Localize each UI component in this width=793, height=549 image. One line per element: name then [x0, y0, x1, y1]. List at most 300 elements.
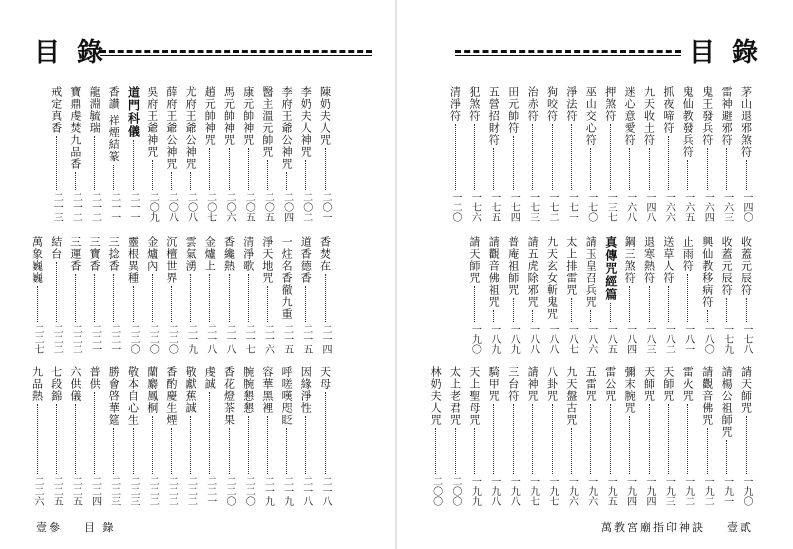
toc-entry-title: 騎甲咒 — [487, 366, 501, 402]
toc-entry — [700, 236, 714, 354]
leader-dots — [113, 428, 114, 474]
toc-entry — [739, 236, 753, 354]
toc-entry-title: 五營招財符 — [487, 86, 501, 146]
leader-dots — [571, 124, 572, 190]
toc-entry-title: 請觀音佛咒 — [700, 366, 714, 426]
toc-entry — [30, 236, 44, 354]
toc-entry-title: 萬象巍巍 — [30, 236, 44, 284]
toc-page-number: 二二二 — [70, 324, 82, 354]
toc-page-number: 二二〇 — [224, 476, 235, 506]
toc-entry — [661, 366, 675, 506]
leader-dots — [94, 136, 95, 190]
toc-entry — [30, 366, 44, 506]
leader-dots — [152, 416, 153, 474]
leader-dots — [37, 404, 38, 474]
toc-entry — [506, 86, 520, 222]
toc-entry-title: 止雨符 — [681, 236, 695, 272]
leader-dots — [707, 428, 708, 474]
leader-dots — [474, 124, 475, 190]
leader-dots — [474, 286, 475, 322]
toc-page-number: 二一五 — [281, 324, 293, 354]
toc-entry — [260, 86, 274, 222]
toc-page-number: 二〇四 — [281, 192, 293, 222]
toc-entry-title: 敬本自心生 — [126, 366, 140, 426]
toc-entry — [739, 366, 753, 506]
leader-dots — [513, 298, 514, 322]
toc-entry-title: 七段錦 — [49, 366, 63, 402]
toc-entry — [164, 366, 178, 506]
toc-entry-title: 薛府王爺公神咒 — [164, 86, 178, 170]
toc-entry — [720, 366, 734, 506]
toc-page-number: 一八〇 — [702, 324, 714, 354]
leader-dots — [455, 124, 456, 190]
toc-page-number: 一八六 — [585, 324, 597, 354]
leader-dots — [532, 310, 533, 322]
toc-page-number: 二一四 — [320, 324, 331, 354]
toc-entry-title: 雲氣湧 — [184, 236, 198, 272]
toc-entry-title: 馬元帥神咒 — [222, 86, 236, 146]
toc-entry — [681, 236, 695, 354]
toc-page-number: 一九二 — [702, 476, 714, 506]
toc-page-number: 一六三 — [721, 192, 733, 222]
right-book-title: 萬教宮廟指印神訣 — [601, 521, 705, 534]
toc-page-number: 一七二 — [547, 192, 558, 222]
toc-page-number: 二一八 — [300, 476, 312, 506]
toc-entry-title: 迷心意愛符 — [623, 86, 637, 146]
toc-page-number: 二〇一 — [320, 192, 331, 222]
leader-dots — [668, 136, 669, 190]
toc-entry — [526, 86, 540, 222]
toc-page-number: 一七八 — [741, 324, 752, 354]
right-page-title: 目 錄 — [689, 38, 763, 68]
toc-page-number: 一四〇 — [741, 192, 752, 222]
leader-dots — [590, 310, 591, 322]
toc-page-number: 二二二 — [185, 476, 197, 506]
toc-entry-title: 勝會啓華筵 — [107, 366, 121, 426]
leader-dots — [248, 416, 249, 474]
toc-page-number: 一八七 — [566, 324, 578, 354]
leader-dots — [668, 286, 669, 322]
toc-page-number: 二一九 — [262, 476, 274, 506]
toc-page-number: 二二一 — [89, 324, 101, 354]
toc-entry-title: 林奶夫人咒 — [429, 366, 443, 426]
toc-entry-title: 香焚在 — [318, 236, 332, 272]
toc-page-number: 二二四 — [89, 476, 101, 506]
toc-page-number: 一七三 — [527, 192, 539, 222]
toc-entry — [280, 366, 294, 506]
toc-page-number: 一四八 — [644, 192, 655, 222]
leader-dots — [209, 392, 210, 474]
leader-dots — [325, 392, 326, 474]
toc-entry-title: 抓夜啼符 — [661, 86, 675, 134]
toc-page-number: 二一二 — [70, 192, 82, 222]
leader-dots — [726, 440, 727, 474]
toc-entry-title: 天上聖母咒 — [467, 366, 481, 426]
toc-entry — [164, 86, 178, 222]
toc-entry — [126, 86, 140, 222]
toc-page-number: 一九八 — [508, 476, 520, 506]
leader-dots — [171, 172, 172, 190]
leader-dots — [133, 428, 134, 474]
left-footer — [36, 519, 116, 535]
leader-dots — [229, 274, 230, 322]
leader-dots — [56, 404, 57, 474]
toc-page-number: 二二三 — [108, 476, 120, 506]
right-page — [397, 0, 793, 549]
toc-entry — [448, 366, 462, 506]
toc-entry-title: 香酌慶生煙 — [164, 366, 178, 426]
leader-dots — [248, 148, 249, 190]
toc-entry — [68, 366, 82, 506]
toc-entry — [68, 236, 82, 354]
leader-dots — [707, 148, 708, 190]
toc-entry-title: 興仙教移病符 — [700, 236, 714, 308]
toc-page-number: 一七六 — [469, 192, 481, 222]
toc-page-number: 一八九 — [488, 324, 500, 354]
leader-dots — [190, 274, 191, 322]
toc-page-number: 一九一 — [721, 476, 733, 506]
toc-page-number: 二一九 — [185, 324, 197, 354]
toc-page-number: 二一五 — [300, 324, 312, 354]
toc-entry-title: 香纔熱 — [222, 236, 236, 272]
toc-entry-title: 普供 — [88, 366, 102, 390]
toc-page-number: 二二二 — [147, 476, 159, 506]
toc-entry-title: 康元帥神咒 — [241, 86, 255, 146]
toc-entry — [222, 86, 236, 222]
toc-page-number: 一七〇 — [585, 192, 597, 222]
left-page-number: 壹參 — [36, 521, 62, 534]
toc-entry-title: 九品熱 — [30, 366, 44, 402]
toc-entry — [642, 366, 656, 506]
leader-dots — [726, 148, 727, 190]
leader-dots — [75, 172, 76, 190]
toc-entry — [49, 236, 63, 354]
toc-page-number: 一九三 — [663, 476, 675, 506]
toc-page-number: 二一八 — [320, 476, 331, 506]
toc-entry-title: 尤府王爺公神咒 — [184, 86, 198, 170]
leader-dots — [629, 416, 630, 474]
toc-entry — [623, 86, 637, 222]
toc-entry-title: 茅山退邪煞符 — [739, 86, 753, 158]
left-page — [0, 0, 396, 549]
toc-entry-title: 三捻香 — [107, 236, 121, 272]
toc-entry — [145, 86, 159, 222]
leader-dots — [726, 298, 727, 322]
toc-page-number: 二二〇 — [128, 324, 139, 354]
leader-dots — [305, 160, 306, 190]
toc-entry — [642, 86, 656, 222]
toc-page-number: 一三七 — [605, 192, 617, 222]
toc-entry — [241, 366, 255, 506]
toc-entry-title: 因緣淨性 — [299, 366, 313, 414]
toc-page-number: 二二六 — [32, 476, 43, 506]
toc-entry-title: 寶鼎虔焚九品香 — [68, 86, 82, 170]
leader-dots — [209, 148, 210, 190]
leader-dots — [513, 404, 514, 474]
toc-entry — [222, 366, 236, 506]
toc-entry-title: 金爐上 — [203, 236, 217, 272]
leader-dots — [325, 274, 326, 322]
leader-dots — [229, 428, 230, 474]
leader-dots — [248, 274, 249, 322]
toc-entry — [700, 86, 714, 222]
toc-page-number: 一九五 — [605, 476, 617, 506]
toc-page-number: 二二三 — [128, 476, 139, 506]
toc-entry — [203, 366, 217, 506]
toc-entry-title: 五雷咒 — [584, 366, 598, 402]
toc-entry-title: 道門科儀 — [126, 86, 141, 138]
toc-entry — [603, 86, 617, 222]
toc-entry-title: 戒定真香 — [49, 86, 63, 134]
toc-entry-title: 狗咬符 — [545, 86, 559, 122]
toc-entry — [68, 86, 82, 222]
toc-entry — [739, 86, 753, 222]
toc-entry-title: 八卦咒 — [545, 366, 559, 402]
toc-entry — [487, 236, 501, 354]
leader-dots — [267, 286, 268, 322]
toc-page-number: 二二〇 — [243, 476, 255, 506]
leader-dots — [286, 428, 287, 474]
leader-dots — [286, 172, 287, 190]
toc-page-number: 一八二 — [663, 324, 675, 354]
toc-page-number: 二二〇 — [147, 324, 159, 354]
toc-entry — [467, 366, 481, 506]
toc-entry-title: 蘭麝鳳桐 — [145, 366, 159, 414]
toc-entry — [681, 86, 695, 222]
toc-entry — [603, 236, 617, 354]
toc-page-number: 二一九 — [281, 476, 293, 506]
toc-page-number: 一九四 — [624, 476, 636, 506]
toc-entry-title: 請五虎除邪咒 — [526, 236, 540, 308]
toc-page-number: 二〇八 — [166, 192, 178, 222]
toc-page-number: 二二五 — [51, 476, 63, 506]
leader-dots — [552, 124, 553, 190]
toc-entry-title: 犯煞符 — [467, 86, 481, 122]
leader-dots — [610, 124, 611, 190]
toc-entry-title: 天母 — [318, 366, 332, 390]
toc-entry — [299, 86, 313, 222]
toc-entry — [584, 86, 598, 222]
toc-page-number: 一九〇 — [469, 324, 481, 354]
leader-dots — [493, 148, 494, 190]
left-section-label: 目 錄 — [84, 521, 116, 534]
toc-entry-title: 請玉皇召兵咒 — [584, 236, 598, 308]
leader-dots — [435, 428, 436, 474]
title-rule-thin — [455, 55, 681, 56]
toc-entry — [260, 366, 274, 506]
leader-dots — [571, 428, 572, 474]
toc-entry-title: 九天收土符 — [642, 86, 656, 146]
leader-dots — [493, 310, 494, 322]
toc-entry — [299, 236, 313, 354]
toc-entry-title: 敬獻蕉誠 — [184, 366, 198, 414]
toc-entry-title: 請天師咒 — [467, 236, 481, 284]
leader-dots — [649, 286, 650, 322]
toc-entry-title: 李府王爺公神咒 — [280, 86, 294, 170]
toc-page-number: 一八四 — [624, 324, 636, 354]
toc-entry — [88, 86, 102, 222]
toc-entry — [564, 236, 578, 354]
toc-entry-title: 清淨符 — [448, 86, 462, 122]
toc-entry-title: 治赤符 — [526, 86, 540, 122]
leader-dots — [552, 404, 553, 474]
toc-entry — [184, 236, 198, 354]
leader-dots — [590, 148, 591, 190]
leader-dots — [190, 416, 191, 474]
leader-dots — [171, 428, 172, 474]
leader-dots — [113, 274, 114, 322]
leader-dots — [687, 274, 688, 322]
toc-entry-title: 陳奶夫人咒 — [318, 86, 332, 146]
right-footer — [601, 519, 753, 535]
leader-dots — [746, 416, 747, 474]
toc-page-number: 一九二 — [682, 476, 694, 506]
toc-page-number: 二一一 — [108, 192, 120, 222]
toc-entry-title: 三台符 — [506, 366, 520, 402]
leader-dots — [590, 404, 591, 474]
toc-page-number: 二一三 — [51, 192, 63, 222]
leader-dots — [305, 286, 306, 322]
toc-page-number: 二二二 — [166, 476, 178, 506]
toc-entry — [467, 86, 481, 222]
leader-dots — [746, 298, 747, 322]
title-rule — [455, 50, 681, 53]
leader-dots — [687, 404, 688, 474]
toc-entry-title: 巫山交心符 — [584, 86, 598, 146]
toc-page-number: 二〇七 — [204, 192, 216, 222]
toc-entry-title: 三運香 — [68, 236, 82, 272]
toc-entry — [564, 366, 578, 506]
toc-page-number: 二〇〇 — [450, 476, 461, 506]
leader-dots — [474, 428, 475, 474]
toc-entry — [203, 86, 217, 222]
toc-page-number: 一九九 — [469, 476, 481, 506]
toc-page-number: 一九六 — [566, 476, 578, 506]
toc-page-number: 一二〇 — [450, 192, 461, 222]
toc-entry-title: 香花燈茶果 — [222, 366, 236, 426]
toc-entry-title: 真傳咒經篇 — [603, 236, 618, 301]
toc-entry — [720, 86, 734, 222]
toc-entry — [107, 86, 121, 222]
toc-entry-title: 龍淵毓瑞 — [88, 86, 102, 134]
toc-entry-title: 淨法符 — [564, 86, 578, 122]
toc-entry-title: 雷神避邪符 — [720, 86, 734, 146]
leader-dots — [493, 404, 494, 474]
toc-entry — [700, 366, 714, 506]
toc-entry-title: 淨天地咒 — [260, 236, 274, 284]
leader-dots — [532, 124, 533, 190]
toc-page-number: 一八五 — [605, 324, 617, 354]
toc-page-number: 二一七 — [243, 324, 255, 354]
leader-dots — [649, 148, 650, 190]
toc-page-number: 一九七 — [547, 476, 558, 506]
toc-page-number: 二一八 — [204, 324, 216, 354]
toc-entry — [241, 236, 255, 354]
toc-entry-title: 太上排雷咒 — [564, 236, 578, 296]
toc-page-number: 二二一 — [204, 476, 216, 506]
toc-entry — [487, 366, 501, 506]
toc-entry-title: 李奶夫人神咒 — [299, 86, 313, 158]
toc-entry — [280, 86, 294, 222]
leader-dots — [133, 140, 134, 190]
toc-entry-title: 趙元帥神咒 — [203, 86, 217, 146]
toc-page-number: 一九七 — [527, 476, 539, 506]
toc-entry-title: 請觀音佛祖咒 — [487, 236, 501, 308]
toc-entry — [603, 366, 617, 506]
toc-entry-title: 彌末腕咒 — [623, 366, 637, 414]
toc-entry — [318, 86, 332, 222]
toc-entry-title: 收蓋元辰符 — [739, 236, 753, 296]
leader-dots — [455, 428, 456, 474]
toc-entry — [564, 86, 578, 222]
leader-dots — [75, 404, 76, 474]
leader-dots — [171, 286, 172, 322]
leader-dots — [229, 148, 230, 190]
leader-dots — [610, 404, 611, 474]
toc-entry — [720, 236, 734, 354]
toc-entry-title: 太上老君咒 — [448, 366, 462, 426]
toc-page-number: 二二五 — [70, 476, 82, 506]
toc-entry — [241, 86, 255, 222]
toc-entry — [49, 86, 63, 222]
toc-entry-title: 天師咒 — [642, 366, 656, 402]
toc-page-number: 一六八 — [624, 192, 636, 222]
toc-page-number: 一八一 — [682, 324, 694, 354]
toc-entry-title: 容華黑裡 — [260, 366, 274, 414]
toc-entry — [429, 366, 443, 506]
toc-page-number: 二〇六 — [224, 192, 235, 222]
toc-entry-title: 收蓋元辰符 — [720, 236, 734, 296]
leader-dots — [94, 392, 95, 474]
right-page-number: 壹貳 — [727, 521, 753, 534]
toc-entry-title: 九天玄女斬鬼咒 — [545, 236, 559, 320]
toc-page-number: 一九六 — [585, 476, 597, 506]
toc-page-number: 二二七 — [32, 324, 43, 354]
toc-entry-title: 六供儀 — [68, 366, 82, 402]
toc-entry — [299, 366, 313, 506]
leader-dots — [152, 274, 153, 322]
toc-entry-title: 雷火咒 — [681, 366, 695, 402]
leader-dots — [56, 136, 57, 190]
toc-entry — [545, 86, 559, 222]
toc-page-number: 一八八 — [547, 324, 558, 354]
leader-dots — [668, 404, 669, 474]
toc-entry-title: 清淨歌 — [241, 236, 255, 272]
toc-entry — [545, 366, 559, 506]
toc-entry — [126, 366, 140, 506]
toc-entry — [584, 236, 598, 354]
toc-page-number: 一八八 — [527, 324, 539, 354]
toc-page-number: 一七一 — [566, 192, 578, 222]
toc-entry-title: 鬼仙教發兵符 — [681, 86, 695, 158]
toc-page-number: 一七四 — [508, 192, 520, 222]
left-page-title: 目 錄 — [34, 38, 108, 68]
toc-entry — [145, 366, 159, 506]
toc-entry-title: 請天師咒 — [739, 366, 753, 414]
toc-entry-title: 普庵祖師咒 — [506, 236, 520, 296]
toc-entry-title: 鋼三煞符 — [623, 236, 637, 284]
toc-entry — [526, 236, 540, 354]
toc-page-number: 二二二 — [51, 324, 63, 354]
toc-entry-title: 押煞符 — [603, 86, 617, 122]
toc-entry-title: 醫主溫元帥咒 — [260, 86, 274, 158]
toc-page-number: 一九〇 — [741, 476, 752, 506]
toc-entry — [88, 236, 102, 354]
toc-page-number: 一六四 — [702, 192, 714, 222]
toc-page-number: 二〇〇 — [430, 476, 442, 506]
toc-entry-title: 沉檀世界 — [164, 236, 178, 284]
toc-entry-title: 天師咒 — [661, 366, 675, 402]
